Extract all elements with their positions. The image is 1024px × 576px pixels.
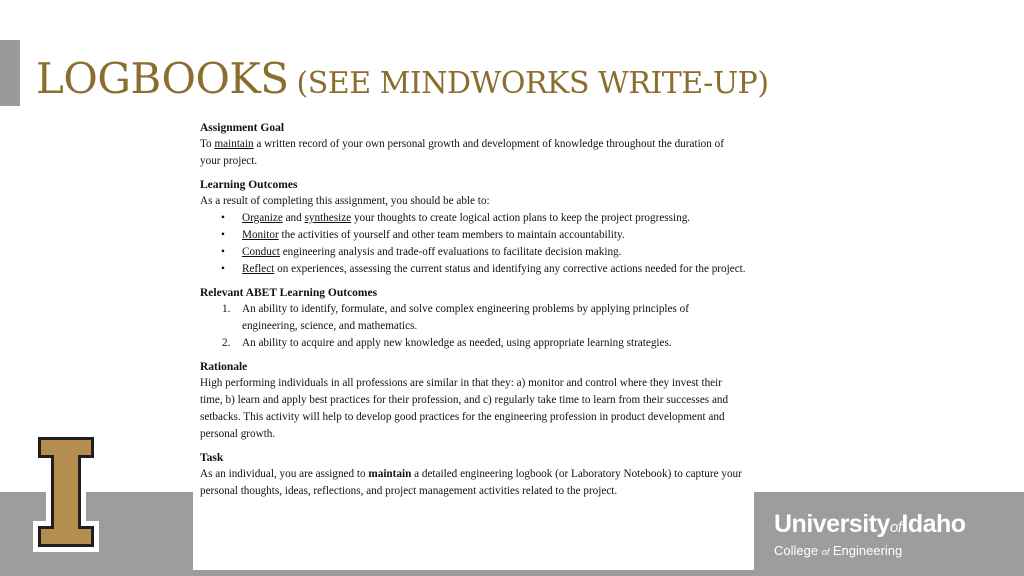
rationale-heading: Rationale bbox=[200, 361, 248, 373]
list-item: • Organize and synthesize your thoughts to create logical action plans to keep the project progressing. bbox=[200, 210, 746, 227]
slide-title-sub: (SEE MINDWORKS WRITE-UP) bbox=[296, 66, 769, 101]
task-text: As an individual, you are assigned to maintain a detailed engineering logbook (or Laboratory Notebook) to capture your personal thoughts, ideas, reflections, and project management activities related to the project. bbox=[200, 468, 742, 497]
assignment-goal-text: To maintain a written record of your own personal growth and development of knowledge throughout the duration of your project. bbox=[200, 138, 724, 167]
university-of-idaho-wordmark bbox=[774, 510, 966, 561]
assignment-goal-heading: Assignment Goal bbox=[200, 122, 285, 134]
wordmark-of: of bbox=[889, 519, 902, 536]
wordmark-college: College bbox=[774, 543, 819, 558]
wordmark-idaho: Idaho bbox=[901, 510, 966, 538]
assignment-document bbox=[193, 116, 754, 570]
abet-outcomes-section bbox=[200, 286, 746, 352]
list-item: • Monitor the activities of yourself and other team members to maintain accountability. bbox=[200, 227, 746, 244]
abet-outcomes-heading: Relevant ABET Learning Outcomes bbox=[200, 287, 378, 299]
list-item: 2. An ability to acquire and apply new knowledge as needed, using appropriate learning strategies. bbox=[222, 337, 672, 349]
assignment-goal-section bbox=[200, 121, 746, 170]
learning-outcomes-list bbox=[200, 210, 746, 278]
wordmark-engineering: Engineering bbox=[832, 543, 903, 558]
wordmark-university: University bbox=[774, 510, 890, 538]
list-item: • Conduct engineering analysis and trade-off evaluations to facilitate decision making. bbox=[200, 244, 746, 261]
learning-outcomes-heading: Learning Outcomes bbox=[200, 179, 298, 191]
slide-title-main: LOGBOOKS bbox=[36, 54, 289, 103]
title-accent-bar bbox=[0, 40, 20, 106]
rationale-text: High performing individuals in all professions are similar in that they: a) monitor and control where they invest their time, b) learn and apply best practices for their profession, and c) regularly take time to learn from their successes and setbacks. This activity will help to develop good practices for the engineering profession in product development and personal growth. bbox=[200, 377, 729, 440]
task-heading: Task bbox=[200, 452, 224, 464]
idaho-i-logo-icon bbox=[33, 432, 99, 552]
learning-outcomes-intro: As a result of completing this assignment, you should be able to: bbox=[200, 195, 490, 207]
list-item: 1. An ability to identify, formulate, and solve complex engineering problems by applying principles of engineering, science, and mathematics. bbox=[222, 303, 689, 332]
list-item: • Reflect on experiences, assessing the current status and identifying any corrective actions needed for the project. bbox=[200, 261, 746, 278]
abet-outcomes-list bbox=[200, 301, 746, 352]
task-section bbox=[200, 451, 746, 500]
rationale-section bbox=[200, 360, 746, 443]
learning-outcomes-section bbox=[200, 178, 746, 278]
wordmark-of-small: of bbox=[821, 547, 830, 557]
slide-title bbox=[36, 54, 769, 103]
